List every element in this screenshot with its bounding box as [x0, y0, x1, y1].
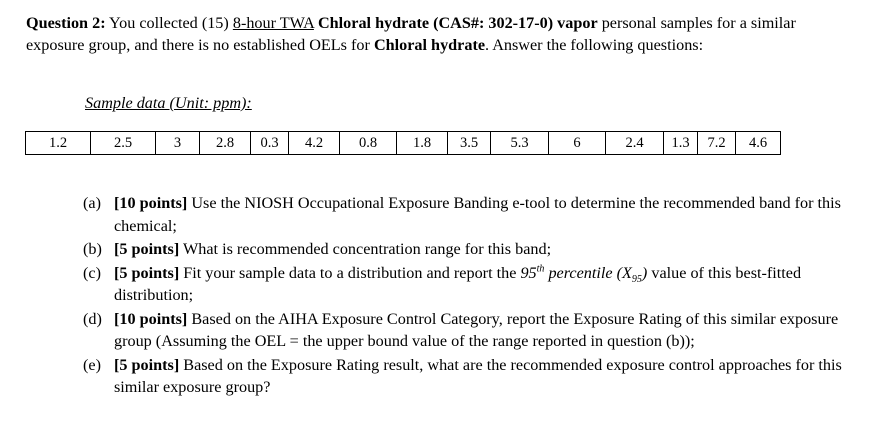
question-c [83, 262, 843, 307]
percentile-subscript: 95 [631, 273, 642, 285]
sample-cell: 6 [549, 132, 606, 155]
question-b [83, 238, 843, 261]
sample-cell: 3 [156, 132, 200, 155]
sample-cell: 1.2 [26, 132, 91, 155]
question-points: [10 points] [114, 309, 188, 328]
intro-text-4: . Answer the following questions: [485, 36, 704, 54]
question-text-2: value of this best-fitted distribution; [114, 263, 802, 304]
sample-cell: 2.4 [606, 132, 664, 155]
question-letter: (b) [83, 240, 102, 258]
twa-text: 8-hour TWA [232, 14, 314, 32]
question-letter: (d) [83, 309, 102, 328]
question-body [114, 262, 843, 307]
question-body [114, 308, 843, 353]
question-text: What is recommended concentration range for this band; [179, 240, 552, 258]
question-intro [26, 12, 846, 56]
question-body [114, 354, 843, 399]
sample-row [26, 132, 781, 155]
percentile-close: ) [641, 263, 648, 282]
question-points: [5 points] [114, 240, 180, 258]
sample-cell: 1.8 [397, 132, 448, 155]
question-body [114, 192, 843, 237]
question-text: Use the NIOSH Occupational Exposure Banding e-tool to determine the recommended band for this chemical; [114, 194, 841, 235]
sample-cell: 4.2 [289, 132, 340, 155]
question-text: Based on the Exposure Rating result, what are the recommended exposure control approaches for this similar exposure group? [114, 355, 842, 396]
sample-cell: 4.6 [736, 132, 781, 155]
question-list [83, 192, 843, 400]
question-letter: (c) [83, 263, 101, 282]
percentile-term [520, 263, 648, 285]
chemical-name: Chloral hydrate (CAS#: 302-17-0) vapor [317, 14, 598, 32]
sample-cell: 3.5 [448, 132, 491, 155]
question-d [83, 308, 843, 353]
question-e [83, 354, 843, 399]
question-text: Based on the AIHA Exposure Control Category, report the Exposure Rating of this similar exposure group (Assuming the OEL = the upper bound value of the range reported in question (b)); [114, 309, 839, 350]
intro-text-3: personal samples for a similar exposure group, and there is no established OELs for [26, 14, 796, 54]
sample-cell: 0.8 [340, 132, 397, 155]
sample-cell: 2.5 [91, 132, 156, 155]
sample-data-label: Sample data (Unit: ppm): [85, 94, 252, 112]
sample-data-table [25, 131, 781, 155]
percentile-ordinal: th [536, 263, 545, 275]
sample-cell: 2.8 [200, 132, 251, 155]
sample-cell: 5.3 [491, 132, 549, 155]
question-body [114, 238, 843, 261]
question-letter: (a) [83, 194, 101, 212]
question-points: [10 points] [114, 194, 188, 212]
sample-cell: 0.3 [251, 132, 289, 155]
intro-text-1: You collected (15) [105, 14, 233, 32]
question-points: [5 points] [114, 263, 180, 282]
question-letter: (e) [83, 355, 101, 374]
chemical-name-2: Chloral hydrate [373, 36, 486, 54]
question-text: Fit your sample data to a distribution and report the [179, 263, 521, 282]
percentile-word: percentile (X [544, 263, 632, 282]
sample-cell: 7.2 [698, 132, 736, 155]
question-points: [5 points] [114, 355, 180, 374]
question-a [83, 192, 843, 237]
question-label: Question 2: [26, 14, 106, 32]
percentile-number: 95 [520, 263, 537, 282]
sample-cell: 1.3 [664, 132, 698, 155]
